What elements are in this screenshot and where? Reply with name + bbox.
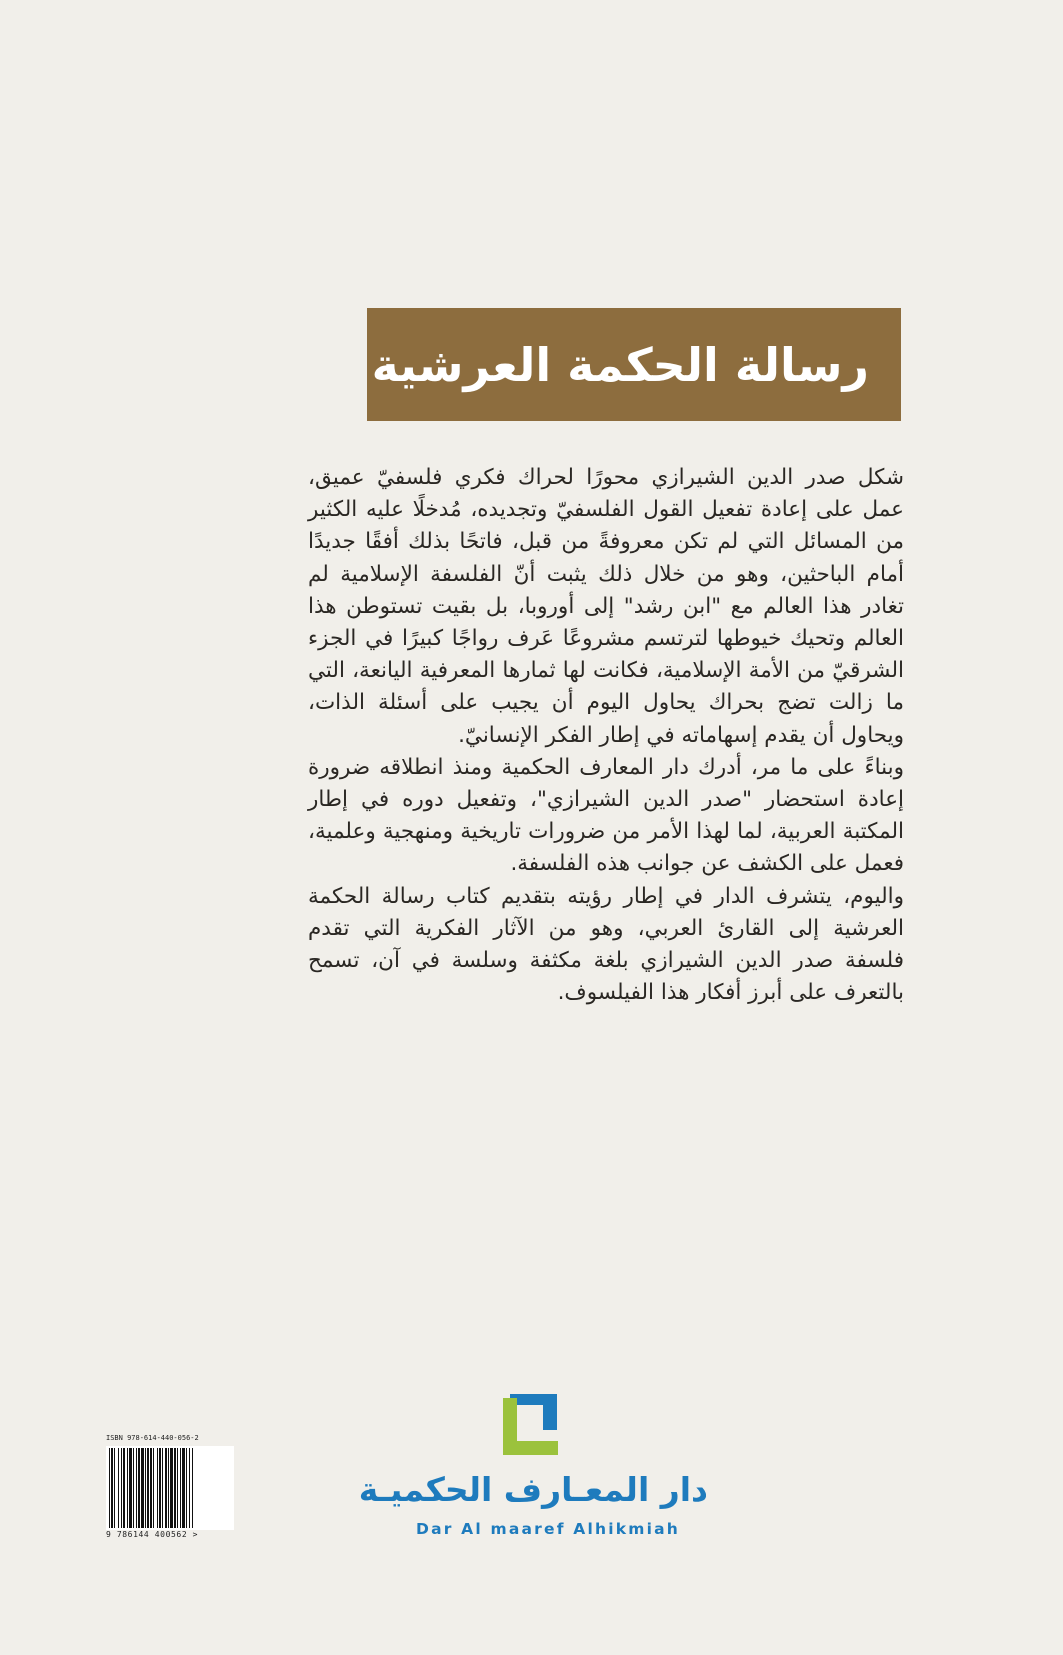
blurb-paragraph-2: وبناءً على ما مر، أدرك دار المعارف الحكمية ومنذ انطلاقه ضرورة إعادة استحضار "صدر الدين الشيرازي"، وتفعيل دوره في إطار المكتبة العربية، لما لهذا الأمر من ضرورات تاريخية ومنهجية وعلمية، فعمل على الكشف عن جوانب هذه الفلسفة.: [308, 754, 904, 877]
barcode-bar: [182, 1448, 185, 1528]
barcode-bar: [114, 1448, 115, 1528]
barcode-bar: [118, 1448, 119, 1528]
barcode-bar: [123, 1448, 125, 1528]
barcode-bar: [174, 1448, 176, 1528]
barcode-bar: [141, 1448, 144, 1528]
barcode-bar: [159, 1448, 161, 1528]
barcode-bar: [165, 1448, 167, 1528]
blurb-text: [308, 462, 904, 1009]
barcode-bar: [170, 1448, 173, 1528]
barcode-bar: [133, 1448, 134, 1528]
barcode-bar: [145, 1448, 146, 1528]
barcode-bar: [109, 1448, 110, 1528]
barcode-bar: [138, 1448, 140, 1528]
publisher-name-arabic: دار المعـارف الحكميـة: [358, 1470, 708, 1509]
barcode-bar: [180, 1448, 181, 1528]
barcode-bar: [153, 1448, 154, 1528]
title-band: [367, 308, 901, 421]
barcode-bar: [162, 1448, 163, 1528]
barcode-bar: [157, 1448, 158, 1528]
barcode-bar: [147, 1448, 149, 1528]
barcode-bar: [150, 1448, 152, 1528]
barcode-bar: [177, 1448, 178, 1528]
isbn-label: ISBN 978-614-440-056-2: [106, 1434, 199, 1442]
barcode-bars: [106, 1446, 234, 1530]
barcode-bar: [189, 1448, 190, 1528]
barcode-bar: [192, 1448, 193, 1528]
publisher-name-english: Dar Al maaref Alhikmiah: [416, 1520, 680, 1538]
blurb-paragraph-3: واليوم، يتشرف الدار في إطار رؤيته بتقديم كتاب رسالة الحكمة العرشية إلى القارئ العربي، وهو من الآثار الفكرية التي تقدم فلسفة صدر الدين الشيرازي بلغة مكثفة وسلسة في آن، تسمح بالتعرف على أبرز أفكار هذا الفيلسوف.: [308, 883, 904, 1006]
barcode-bar: [111, 1448, 113, 1528]
barcode-bar: [136, 1448, 137, 1528]
isbn-digits: 9 786144 400562 >: [106, 1530, 199, 1539]
barcode-bar: [121, 1448, 122, 1528]
isbn-barcode: [106, 1434, 234, 1544]
barcode-bar: [168, 1448, 169, 1528]
barcode-bar: [129, 1448, 132, 1528]
barcode-bar: [186, 1448, 187, 1528]
publisher-logo: [358, 1394, 708, 1549]
publisher-logo-icon: [488, 1394, 574, 1458]
barcode-bar: [127, 1448, 128, 1528]
book-title: رسالة الحكمة العرشية: [371, 337, 869, 392]
blurb-paragraph-1: شكل صدر الدين الشيرازي محورًا لحراك فكري فلسفيّ عميق، عمل على إعادة تفعيل القول الفلسفيّ وتجديده، مُدخلًا عليه الكثير من المسائل التي لم تكن معروفةً من قبل، فاتحًا بذلك أفقًا جديدًا أمام الباحثين، وهو من خلال ذلك يثبت أنّ الفلسفة الإسلامية لم تغادر هذا العالم مع "ابن رشد" إلى أوروبا، بل بقيت تستوطن هذا العالم وتحيك خيوطها لترتسم مشروعًا عَرف رواجًا كبيرًا في الجزء الشرقيّ من الأمة الإسلامية، فكانت لها ثمارها المعرفية اليانعة، التي ما زالت تضج بحراك يحاول اليوم أن يجيب على أسئلة الذات، ويحاول أن يقدم إسهاماته في إطار الفكر الإنسانيّ.: [308, 465, 904, 748]
